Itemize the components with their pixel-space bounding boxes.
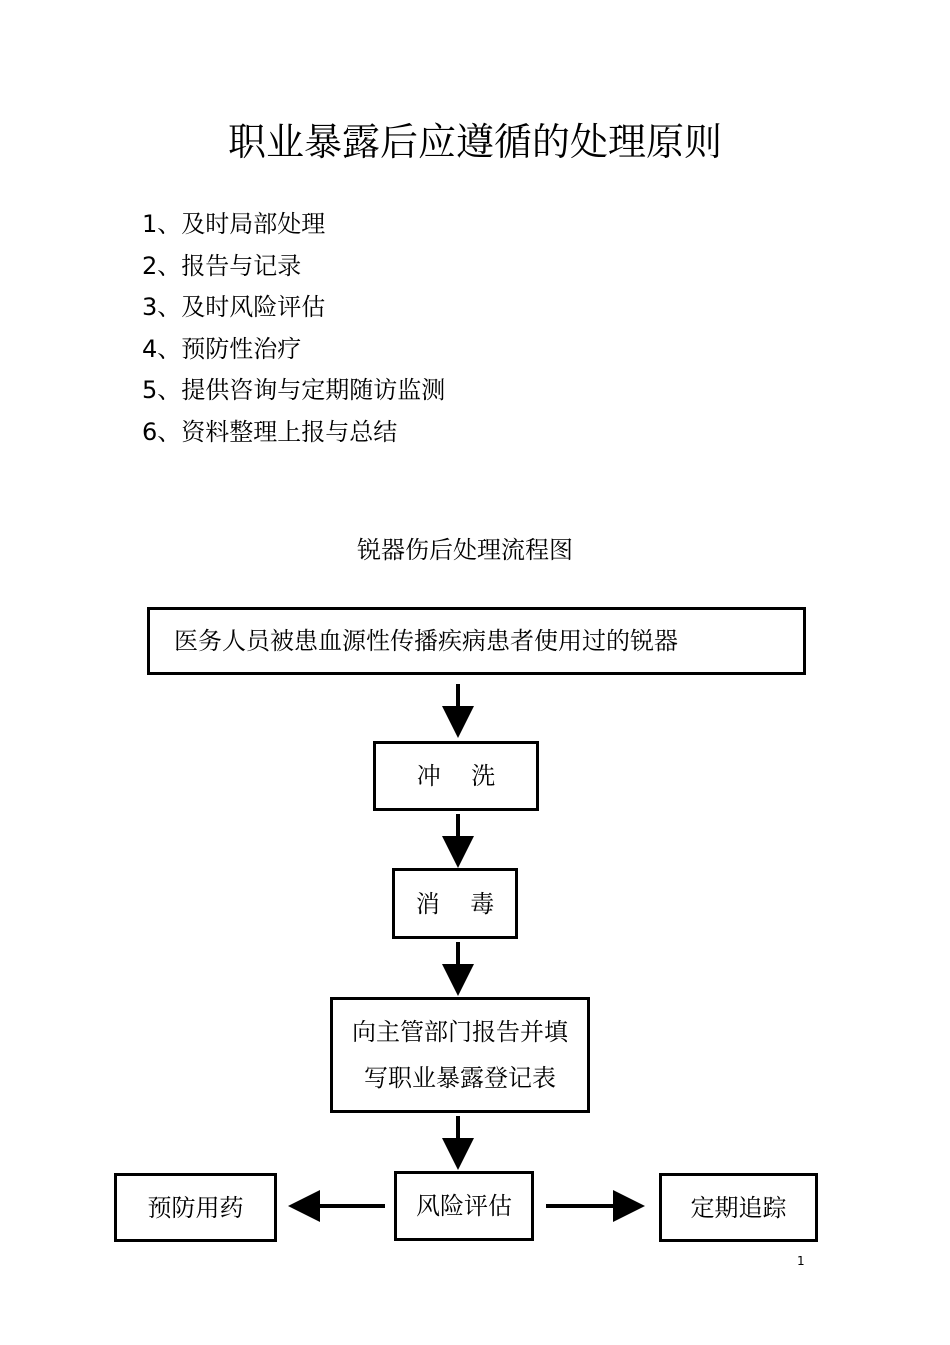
flow-step-disinfect (392, 868, 518, 939)
flow-step-exposure (147, 607, 806, 675)
principle-item: 5、提供咨询与定期随访监测 (142, 376, 446, 405)
flow-step-report (330, 997, 590, 1113)
page-number: 1 (797, 1254, 805, 1268)
page-title: 职业暴露后应遵循的处理原则 (227, 120, 722, 164)
flow-step-report-line2: 写职业暴露登记表 (364, 1064, 556, 1092)
flow-step-risk-assessment (394, 1171, 534, 1241)
principle-item: 3、及时风险评估 (142, 293, 326, 322)
flow-step-rinse (373, 741, 539, 811)
flow-step-rinse-label: 冲 洗 (416, 762, 496, 790)
flow-step-followup (659, 1173, 818, 1242)
flow-step-exposure-label: 医务人员被患血源性传播疾病患者使用过的锐器 (174, 627, 678, 655)
principle-item: 6、资料整理上报与总结 (142, 417, 398, 446)
flow-step-prophylaxis-label: 预防用药 (147, 1193, 244, 1222)
principle-item: 2、报告与记录 (142, 251, 302, 280)
flow-step-risk-assessment-label: 风险评估 (416, 1192, 512, 1220)
flow-step-disinfect-label: 消 毒 (415, 889, 495, 918)
flowchart-title: 锐器伤后处理流程图 (357, 536, 573, 564)
flow-step-report-line1: 向主管部门报告并填 (352, 1018, 568, 1046)
flow-step-followup-label: 定期追踪 (690, 1193, 787, 1222)
flow-step-prophylaxis (114, 1173, 277, 1242)
principle-item: 4、预防性治疗 (142, 334, 302, 363)
principle-item: 1、及时局部处理 (142, 210, 326, 238)
